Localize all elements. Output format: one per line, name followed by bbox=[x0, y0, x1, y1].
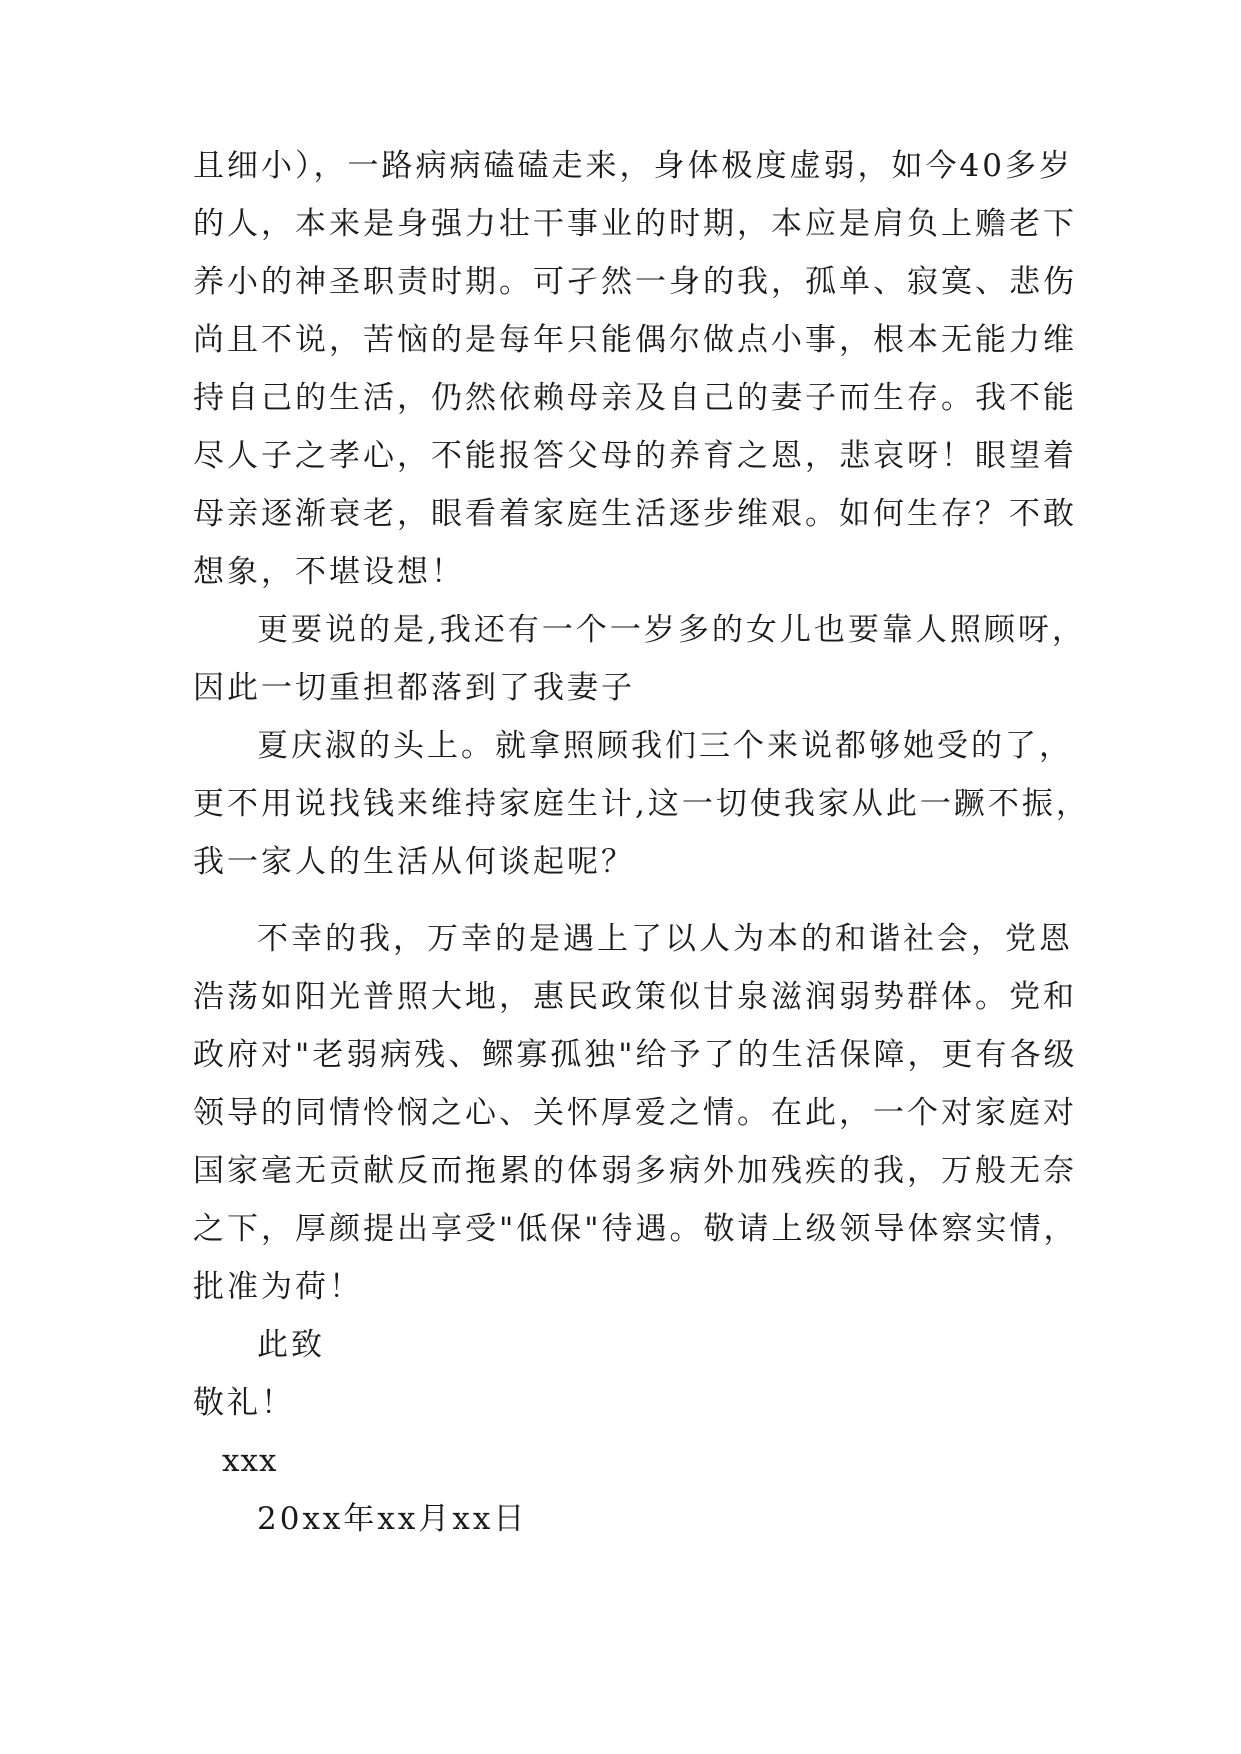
text-line: 国家毫无贡献反而拖累的体弱多病外加残疾的我，万般无奈 bbox=[193, 1153, 1077, 1189]
signature-name: xxx bbox=[222, 1443, 278, 1479]
text-line: 之下，厚颜提出享受"低保"待遇。敬请上级领导体察实情， bbox=[193, 1211, 1078, 1247]
text-line: 更要说的是,我还有一个一岁多的女儿也要靠人照顾呀， bbox=[257, 612, 1086, 648]
closing-salutation: 此致 bbox=[257, 1327, 325, 1363]
text-line: 不幸的我，万幸的是遇上了以人为本的和谐社会，党恩 bbox=[257, 921, 1073, 957]
text-line: 浩荡如阳光普照大地，惠民政策似甘泉滋润弱势群体。党和 bbox=[193, 979, 1077, 1015]
text-line: 批准为荷！ bbox=[193, 1269, 363, 1305]
signature-date: 20xx年xx月xx日 bbox=[257, 1501, 528, 1537]
text-line: 母亲逐渐衰老，眼看着家庭生活逐步维艰。如何生存？不敢 bbox=[193, 496, 1077, 532]
text-line: 的人，本来是身强力壮干事业的时期，本应是肩负上赡老下 bbox=[193, 206, 1077, 242]
text-line: 领导的同情怜悯之心、关怀厚爱之情。在此，一个对家庭对 bbox=[193, 1095, 1077, 1131]
text-line: 持自己的生活，仍然依赖母亲及自己的妻子而生存。我不能 bbox=[193, 380, 1077, 416]
text-line: 更不用说找钱来维持家庭生计,这一切使我家从此一蹶不振， bbox=[193, 786, 1090, 822]
text-line: 养小的神圣职责时期。可孑然一身的我，孤单、寂寞、悲伤 bbox=[193, 264, 1077, 300]
text-line: 因此一切重担都落到了我妻子 bbox=[193, 670, 635, 706]
text-line: 我一家人的生活从何谈起呢？ bbox=[193, 844, 635, 880]
text-line: 想象，不堪设想！ bbox=[193, 554, 465, 590]
text-line: 夏庆淑的头上。就拿照顾我们三个来说都够她受的了， bbox=[257, 728, 1073, 764]
text-line: 且细小），一路病病磕磕走来，身体极度虚弱，如今40多岁 bbox=[193, 148, 1073, 184]
text-line: 尚且不说，苦恼的是每年只能偶尔做点小事，根本无能力维 bbox=[193, 322, 1077, 358]
closing-regards: 敬礼！ bbox=[193, 1385, 295, 1421]
text-line: 政府对"老弱病残、鳏寡孤独"给予了的生活保障，更有各级 bbox=[193, 1037, 1078, 1073]
text-line: 尽人子之孝心，不能报答父母的养育之恩，悲哀呀！眼望着 bbox=[193, 438, 1077, 474]
